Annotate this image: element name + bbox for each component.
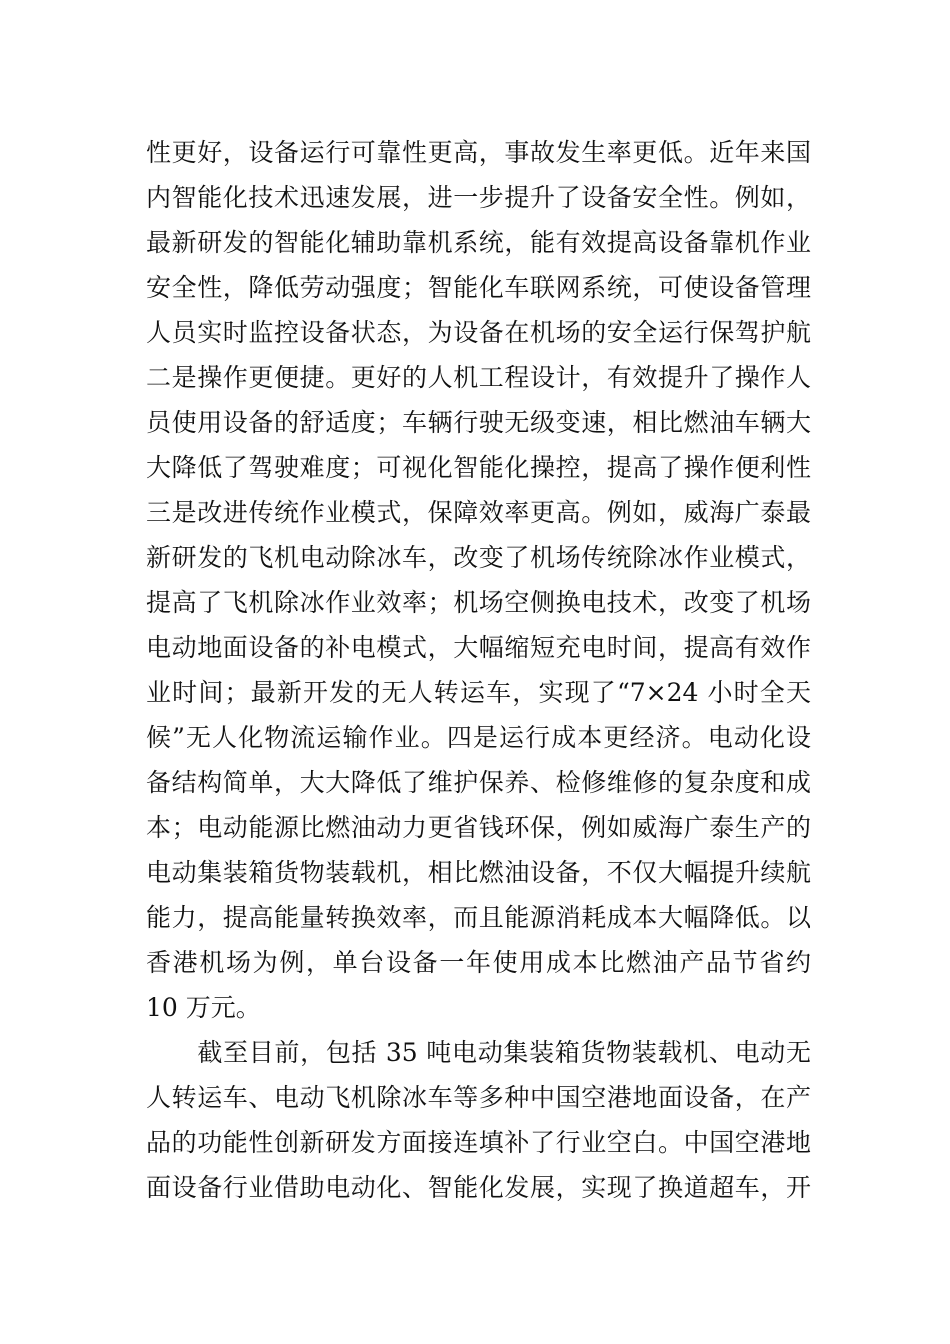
text-line: 人员实时监控设备状态，为设备在机场的安全运行保驾护航 (146, 318, 811, 347)
text-line: 提高了飞机除冰作业效率；机场空侧换电技术，改变了机场 (146, 588, 811, 617)
text-line: 香港机场为例，单台设备一年使用成本比燃油产品节省约 (146, 948, 811, 977)
text-line: 10 万元。 (146, 993, 261, 1022)
text-line: 三是改进传统作业模式，保障效率更高。例如，威海广泰最 (146, 498, 811, 527)
text-line: 面设备行业借助电动化、智能化发展，实现了换道超车，开 (146, 1173, 811, 1202)
paragraph-1 (146, 130, 811, 1030)
text-line: 人转运车、电动飞机除冰车等多种中国空港地面设备，在产 (146, 1083, 811, 1112)
text-line: 备结构简单，大大降低了维护保养、检修维修的复杂度和成 (146, 768, 811, 797)
body-text (146, 130, 811, 1210)
text-line: 候”无人化物流运输作业。四是运行成本更经济。电动化设 (146, 723, 811, 752)
text-line: 安全性，降低劳动强度；智能化车联网系统，可使设备管理 (146, 273, 811, 302)
text-line: 电动地面设备的补电模式，大幅缩短充电时间，提高有效作 (146, 633, 811, 662)
text-line: 品的功能性创新研发方面接连填补了行业空白。中国空港地 (146, 1128, 811, 1157)
text-line: 最新研发的智能化辅助靠机系统，能有效提高设备靠机作业 (146, 228, 811, 257)
text-line: 本；电动能源比燃油动力更省钱环保，例如威海广泰生产的 (146, 813, 811, 842)
text-line: 新研发的飞机电动除冰车，改变了机场传统除冰作业模式， (146, 543, 811, 572)
text-line: 截至目前，包括 35 吨电动集装箱货物装载机、电动无 (146, 1038, 811, 1067)
text-line: 内智能化技术迅速发展，进一步提升了设备安全性。例如， (146, 183, 811, 212)
text-line: 二是操作更便捷。更好的人机工程设计，有效提升了操作人 (146, 363, 811, 392)
paragraph-2 (146, 1030, 811, 1210)
text-line: 能力，提高能量转换效率，而且能源消耗成本大幅降低。以 (146, 903, 811, 932)
text-line: 员使用设备的舒适度；车辆行驶无级变速，相比燃油车辆大 (146, 408, 811, 437)
text-line: 性更好，设备运行可靠性更高，事故发生率更低。近年来国 (146, 138, 811, 167)
text-line: 业时间；最新开发的无人转运车，实现了“7×24 小时全天 (146, 678, 811, 707)
text-line: 电动集装箱货物装载机，相比燃油设备，不仅大幅提升续航 (146, 858, 811, 887)
text-line: 大降低了驾驶难度；可视化智能化操控，提高了操作便利性 (146, 453, 811, 482)
